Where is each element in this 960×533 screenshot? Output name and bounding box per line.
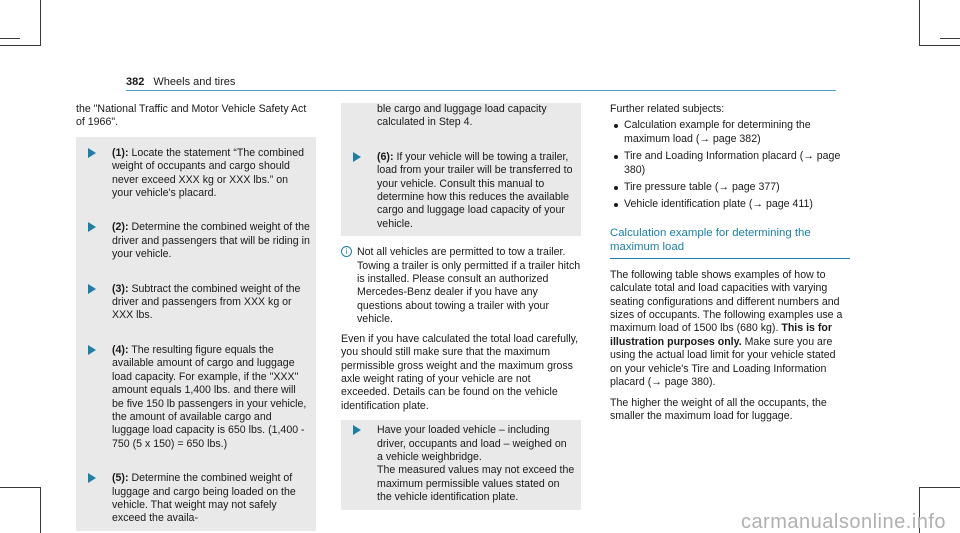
column-3: [610, 103, 850, 430]
page-ref: (→ page 382): [695, 132, 761, 145]
note-text: Not all vehicles are permitted to tow a trailer. Towing a trailer is only permitted if a trailer hitch is installed. Please consult an authorized Mercedes-Benz dealer if you have any questions about towing a trailer with your vehicle.: [357, 246, 581, 326]
step-result-text: The measured values may not exceed the maximum permissible values stated on the vehicle identification plate.: [377, 464, 575, 504]
paragraph-text: The following table shows examples of how to calculate total and load capacities with varying seating configurations and different numbers and sizes of occupants. The following examples use a maximum load of 1500 lbs (680 kg).: [610, 268, 843, 335]
page-header: [126, 76, 235, 89]
action-step: [341, 420, 581, 509]
section-title: Calculation example for determining the maximum load: [610, 226, 811, 253]
related-link[interactable]: [610, 181, 850, 194]
watermark: carmanualsonline.info: [740, 510, 946, 533]
section-name: Wheels and tires: [153, 76, 236, 88]
step-text: Determine the combined weight of the driver and passengers that will be riding in your vehicle.: [112, 221, 310, 261]
link-text: Vehicle identification plate: [624, 198, 746, 211]
step-text: Determine the combined weight of luggage and cargo being loaded on the vehicle. That weight may not safely exceed the availa-: [112, 472, 296, 525]
action-arrow-icon: [88, 148, 96, 158]
crop-mark: [920, 487, 960, 488]
step-5-continued: [341, 103, 581, 135]
crop-mark: [940, 38, 960, 39]
header-rule: [126, 90, 836, 91]
crop-mark: [920, 45, 960, 46]
step-number: (1):: [112, 146, 129, 159]
step-spacer: [341, 135, 581, 147]
crop-mark: [919, 0, 920, 46]
step-text: ble cargo and luggage load capacity calculated in Step 4.: [377, 103, 547, 129]
step-number: (3):: [112, 282, 129, 295]
action-arrow-icon: [88, 222, 96, 232]
emphasis-text: This is for illustration purposes only.: [610, 322, 832, 348]
column-1: [76, 103, 316, 531]
column-2: [341, 103, 581, 510]
action-arrow-icon: [88, 284, 96, 294]
crop-mark: [40, 0, 41, 46]
page-ref: (→ page 377): [714, 181, 780, 194]
related-link[interactable]: [610, 150, 850, 177]
step-text: Have your loaded vehicle – including driver, occupants and load – weighed on a vehicle weighbridge.: [377, 424, 567, 463]
step-4: [76, 340, 316, 456]
step-number: (2):: [112, 221, 129, 234]
step-text: If your vehicle will be towing a trailer, load from your trailer will be transferred to your vehicle. Consult this manual to determine how this reduces the available cargo and luggage load capacity of your vehicle.: [377, 150, 573, 230]
crop-mark: [0, 487, 40, 488]
related-links-list: [610, 119, 850, 211]
link-text: Tire pressure table: [624, 181, 712, 194]
related-link[interactable]: [610, 119, 850, 146]
step-number: (4):: [112, 343, 129, 356]
step-3: [76, 279, 316, 328]
action-arrow-icon: [88, 345, 96, 355]
body-paragraph: The higher the weight of all the occupants, the smaller the maximum load for luggage.: [610, 396, 827, 422]
crop-mark: [0, 45, 40, 46]
crop-mark: [0, 38, 20, 39]
page-number: 382: [126, 76, 145, 88]
body-paragraph: Even if you have calculated the total load carefully, you should still make sure that the maximum permissible gross weight and the maximum gross axle weight rating of your vehicle are not exceeded. Details can be found on the vehicle identification plate.: [341, 332, 579, 412]
related-link[interactable]: [610, 198, 850, 211]
page-ref: (→ page 411): [748, 198, 813, 211]
action-arrow-icon: [353, 425, 361, 435]
step-spacer: [76, 456, 316, 468]
step-spacer: [76, 328, 316, 340]
step-text: Subtract the combined weight of the driver and passengers from XXX kg or XXX lbs.: [112, 282, 301, 322]
section-rule: [610, 258, 850, 259]
step-number: (6):: [377, 150, 394, 163]
link-text: Calculation example for determining the maximum load: [624, 119, 811, 145]
action-arrow-icon: [353, 152, 361, 162]
step-text: The resulting figure equals the available amount of cargo and luggage load capacity. For example, if the "XXX" amount equals 1,400 lbs. and there will be five 150 lb passengers in your vehicle, the amount of available cargo and luggage load capacity is 650 lbs. (1,400 - 750 (5 x 150) = 650 lbs.): [112, 343, 307, 450]
step-2: [76, 217, 316, 266]
paragraph-text: Make sure you are using the actual load limit for your vehicle stated on your vehicle's Tire and Loading Information placard (→ page 380).: [610, 335, 836, 389]
action-arrow-icon: [88, 473, 96, 483]
link-text: Tire and Loading Information placard: [624, 150, 797, 163]
further-subjects-label: Further related subjects:: [610, 103, 725, 115]
step-text: Locate the statement “The combined weight of occupants and cargo should never exceed XXX kg or XXX lbs.” on your vehicle's placard.: [112, 146, 304, 200]
step-5: [76, 468, 316, 531]
page-ref: (→ page 380): [624, 150, 841, 176]
note-block: [341, 246, 581, 326]
step-1: [76, 143, 316, 206]
step-6: [341, 147, 581, 236]
body-paragraph: [610, 269, 850, 390]
step-spacer: [76, 205, 316, 217]
step-spacer: [76, 267, 316, 279]
step-number: (5):: [112, 472, 129, 485]
crop-mark: [40, 487, 41, 533]
info-icon: i: [341, 246, 352, 257]
intro-text: the "National Traffic and Motor Vehicle Safety Act of 1966".: [76, 103, 307, 129]
